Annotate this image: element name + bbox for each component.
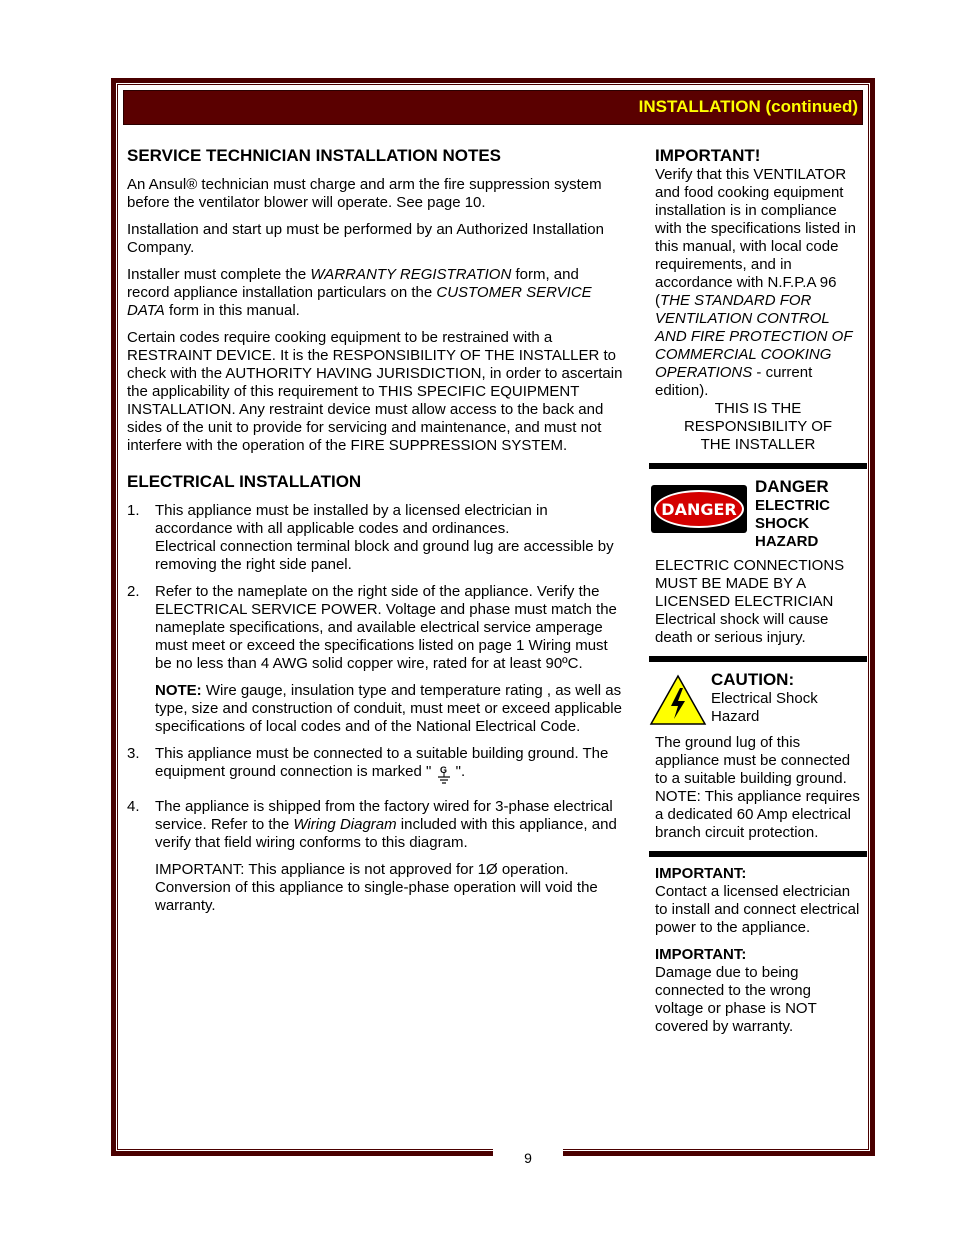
list-number: 2. bbox=[127, 583, 140, 600]
paragraph-ansul: An Ansul® technician must charge and arm the fire suppression system before the ventilator blower will operate. See page 10. bbox=[127, 176, 602, 211]
electrical-list-cont bbox=[127, 745, 625, 852]
list-number: 1. bbox=[127, 502, 140, 519]
caution-heading-group bbox=[711, 670, 861, 726]
text-run: Verify that this VENTILATOR and food cooking equipment installation is in compliance with the specifications listed in this manual, with local code requirements, and in accordance with N.F.P.A 96 ( bbox=[655, 166, 856, 309]
list-number: 3. bbox=[127, 745, 140, 762]
high-voltage-warning-icon bbox=[649, 674, 707, 726]
paragraph-restraint: Certain codes require cooking equipment to be restrained with a RESTRAINT DEVICE. It is the RESPONSIBILITY OF THE INSTALLER to check with the AUTHORITY HAVING JURISDICTION, in order to ascertain the applicability of this requirement to THIS SPECIFIC EQUIPMENT INSTALLATION. Any restraint device must allow access to the back and sides of the unit to provide for servicing and maintenance, and must not interfere with the operation of the FIRE SUPPRESSION SYSTEM. bbox=[127, 329, 623, 454]
caution-block bbox=[655, 670, 861, 726]
paragraph-warranty bbox=[127, 266, 625, 320]
customer-service-data-text: CUSTOMER SERVICE DATA bbox=[127, 284, 592, 319]
right-column bbox=[655, 145, 861, 1045]
danger-text: ELECTRIC CONNECTIONS MUST BE MADE BY A LICENSED ELECTRICIAN Electrical shock will cause death or serious injury. bbox=[655, 557, 845, 646]
electrical-list bbox=[127, 502, 625, 673]
text-run: form, and record appliance installation particulars on the bbox=[127, 266, 579, 301]
note-text: Wire gauge, insulation type and temperature rating , as well as type, size and construction of conduit, must meet or exceed applicable specifications of local codes and of the National Electrical Code. bbox=[155, 682, 622, 735]
section-heading-service: SERVICE TECHNICIAN INSTALLATION NOTES bbox=[127, 146, 502, 165]
danger-sign-label: DANGER bbox=[654, 490, 744, 528]
list-text: Electrical connection terminal block and ground lug are accessible by removing the right side panel. bbox=[155, 538, 614, 573]
caution-text: The ground lug of this appliance must be connected to a suitable building ground. NOTE: This appliance requires a dedicated 60 Amp electrical branch circuit protection. bbox=[655, 734, 860, 841]
danger-sub: SHOCK bbox=[755, 515, 810, 532]
list-text: This appliance must be connected to a suitable building ground. The equipment ground connection is marked " bbox=[155, 745, 609, 780]
danger-sign-icon bbox=[651, 485, 747, 533]
list-text: This appliance must be installed by a licensed electrician in accordance with all applicable codes and ordinances. bbox=[155, 502, 548, 537]
important-damage bbox=[655, 946, 861, 1036]
header-bar bbox=[123, 90, 863, 125]
responsibility-text: THIS IS THE RESPONSIBILITY OF THE INSTALLER bbox=[683, 400, 833, 453]
nfpa-standard-text: THE STANDARD FOR VENTILATION CONTROL AND FIRE PROTECTION OF COMMERCIAL COOKING OPERATIONS bbox=[655, 292, 853, 381]
list-text: ". bbox=[451, 763, 466, 780]
divider-rule bbox=[649, 851, 867, 857]
text-run: Installer must complete the bbox=[127, 266, 311, 283]
danger-block bbox=[655, 477, 861, 551]
list-item bbox=[127, 745, 625, 784]
important-single-phase: IMPORTANT: This appliance is not approved for 1Ø operation. Conversion of this appliance to single-phase operation will void the warranty. bbox=[155, 861, 598, 914]
header-title: INSTALLATION (continued) bbox=[638, 97, 858, 116]
text-run: - current edition). bbox=[655, 364, 813, 399]
divider-rule bbox=[649, 656, 867, 662]
caution-title: CAUTION: bbox=[711, 670, 795, 689]
list-number: 4. bbox=[127, 798, 140, 815]
list-item bbox=[127, 583, 625, 673]
note-paragraph bbox=[127, 682, 625, 736]
text-run: form in this manual. bbox=[164, 302, 300, 319]
danger-heading-group bbox=[755, 477, 830, 551]
svg-text:G: G bbox=[439, 765, 447, 775]
list-item bbox=[127, 798, 625, 852]
important-label: IMPORTANT: bbox=[655, 946, 747, 963]
left-column bbox=[127, 145, 625, 924]
list-text: included with this appliance, and verify that field wiring conforms to this diagram. bbox=[155, 816, 617, 851]
important-electrician bbox=[655, 865, 861, 937]
important-label: IMPORTANT: bbox=[655, 865, 747, 882]
list-text: The appliance is shipped from the factory wired for 3-phase electrical service. Refer to the bbox=[155, 798, 613, 833]
page-number: 9 bbox=[524, 1150, 532, 1166]
wiring-diagram-text: Wiring Diagram bbox=[293, 816, 397, 833]
danger-title: DANGER bbox=[755, 477, 829, 496]
danger-sub: HAZARD bbox=[755, 533, 819, 550]
divider-rule bbox=[649, 463, 867, 469]
section-heading-electrical: ELECTRICAL INSTALLATION bbox=[127, 472, 362, 491]
danger-sub: ELECTRIC bbox=[755, 497, 830, 514]
warranty-registration-text: WARRANTY REGISTRATION bbox=[310, 266, 512, 283]
ground-symbol-icon bbox=[436, 764, 452, 784]
important-electrician-text: Contact a licensed electrician to install and connect electrical power to the appliance. bbox=[655, 883, 860, 936]
important-heading: IMPORTANT! bbox=[655, 146, 761, 165]
note-label: NOTE: bbox=[155, 682, 202, 699]
important-ventilator-text bbox=[655, 166, 861, 400]
list-item bbox=[127, 502, 625, 574]
paragraph-authorized: Installation and start up must be performed by an Authorized Installation Company. bbox=[127, 221, 604, 256]
list-text: Refer to the nameplate on the right side of the appliance. Verify the ELECTRICAL SERVICE POWER. Voltage and phase must match the nameplate specifications, and available electrical service amperage must meet or exceed the specifications listed on page 1 Wiring must be no less than 4 AWG solid copper wire, rated for at least 90ºC. bbox=[155, 583, 617, 672]
important-damage-text: Damage due to being connected to the wrong voltage or phase is NOT covered by warranty. bbox=[655, 964, 817, 1035]
caution-sub: Electrical Shock Hazard bbox=[711, 690, 818, 725]
